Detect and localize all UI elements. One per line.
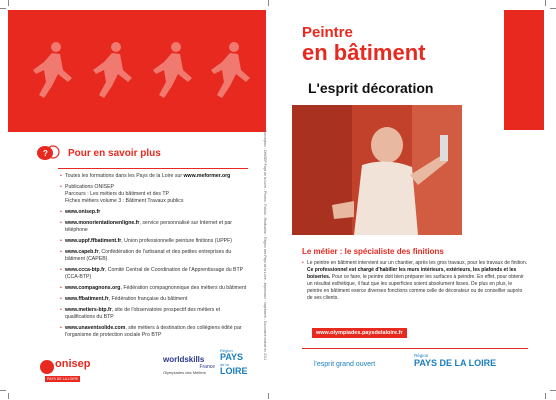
resource-item	[60, 184, 250, 205]
resource-description: , site métiers à destination des collégiens édité par l'organisme de protection sociale Pro BTP	[65, 325, 242, 338]
cover-title-line2: en bâtiment	[302, 40, 426, 65]
resource-item	[60, 173, 250, 180]
metier-text-3: Pour ce faire, le peintre doit bien préparer les surfaces à peindre. En effet, pour obtenir un résultat esthétique, il faut que les superficies soient absolument lisses. De plus en plus, le peintre en bâtiment exerce diverses fonctions comme celle de décorateur ou de conseiller auprès de ses clients.	[307, 274, 524, 301]
more-info-header	[36, 143, 161, 163]
resource-link[interactable]: www.meformer.org	[183, 173, 231, 179]
footer-slogan: l'esprit grand ouvert	[314, 361, 376, 368]
info-bubble-icon	[36, 144, 60, 162]
cover-subtitle: L'esprit décoration	[308, 80, 434, 96]
resource-item	[60, 285, 250, 292]
resource-item	[60, 209, 250, 216]
crop-mark	[268, 393, 269, 399]
crop-mark	[8, 0, 9, 6]
resource-item	[60, 296, 250, 303]
resource-link[interactable]: www.uppf.ffbatiment.fr	[65, 238, 122, 244]
crop-mark	[268, 0, 269, 6]
onisep-logo-icon	[40, 360, 54, 374]
more-info-title: Pour en savoir plus	[68, 147, 161, 159]
resource-item	[60, 267, 250, 281]
crop-mark	[550, 390, 556, 391]
resource-description: , Fédération compagnonnique des métiers du bâtiment	[120, 285, 247, 291]
back-cover-page	[8, 10, 266, 388]
resource-description: , Comité Central de Coordination de l'Apprentissage du BTP (CCA-BTP)	[65, 267, 244, 280]
onisep-wordmark: onisep	[55, 358, 91, 370]
front-cover-page	[274, 10, 544, 388]
resource-description: , Confédération de l'artisanat et des petites entreprises du bâtiment (CAPEB)	[65, 249, 232, 262]
resource-item	[60, 307, 250, 321]
red-side-bar	[504, 10, 544, 130]
runner-silhouette-icon	[208, 40, 252, 100]
olympiades-url-link[interactable]: www.olympiades.paysdelaloire.fr	[312, 328, 407, 338]
cover-footer	[302, 348, 528, 370]
footer-region-logo	[414, 353, 496, 368]
region-label: Région	[220, 348, 233, 353]
resource-item	[60, 249, 250, 263]
resource-item	[60, 220, 250, 234]
resource-subitem: Fiches métiers volume 3 : Bâtiment Travaux publics	[65, 198, 184, 204]
resource-link[interactable]: www.ffbatiment.fr	[65, 296, 109, 302]
divider	[58, 168, 248, 169]
runner-silhouette-icon	[90, 40, 134, 100]
region-logo	[220, 348, 266, 388]
crop-mark	[545, 393, 546, 399]
resource-description: , Fédération française du bâtiment	[108, 296, 188, 302]
metier-text-1: Le peintre en bâtiment intervient sur un chantier, après les gros travaux, pour les travaux de finition.	[307, 260, 528, 266]
resource-text: Toutes les formations dans les Pays de la Loire sur	[65, 173, 184, 179]
resource-text: Publications ONISEP	[65, 184, 115, 190]
resource-item	[60, 238, 250, 245]
vertical-credit-text: Conception : ONISEP Pays de la Loire - Photos : Fotolia - Réalisation : Région des Pays de la Loire - Impression : Imprimerie - Document réalisé en 2011	[263, 130, 267, 361]
crop-mark	[0, 390, 6, 391]
metier-text-2: Ce professionnel est chargé d'habiller les murs intérieurs, extérieurs, les plafonds et les boiseries.	[307, 267, 517, 280]
onisep-region-tag: PAYS DE LA LOIRE	[47, 377, 79, 381]
runner-silhouette-icon	[150, 40, 194, 100]
resource-link[interactable]: www.compagnons.org	[65, 285, 121, 291]
onisep-logo	[40, 358, 91, 384]
resource-description: , site de l'observatoire prospectif des métiers et qualifications du BTP	[65, 307, 221, 320]
worldskills-country: France	[199, 364, 215, 370]
worldskills-subtitle: Olympiades des Métiers	[163, 370, 206, 375]
resource-link[interactable]: www.unaventsolide.com	[65, 325, 126, 331]
metier-paragraph	[302, 260, 528, 302]
crop-mark	[550, 8, 556, 9]
worldskills-wordmark: worldskills	[163, 355, 205, 364]
vertical-credit	[262, 130, 268, 361]
resource-link[interactable]: www.capeb.fr	[65, 249, 99, 255]
crop-mark	[545, 0, 546, 6]
region-name-3: LOIRE	[220, 366, 248, 376]
runner-silhouette-icon	[30, 40, 74, 100]
resource-link[interactable]: www.metiers-btp.fr	[65, 307, 112, 313]
resources-list	[60, 173, 250, 343]
svg-text:?: ?	[43, 149, 48, 158]
footer-region-name: PAYS DE LA LOIRE	[414, 358, 497, 368]
resource-item	[60, 325, 250, 339]
resource-description: , service personnalisé sur Internet et par téléphone	[65, 220, 233, 233]
crop-mark	[8, 393, 9, 399]
resource-description: , Union professionnelle peinture finitions (UPPF)	[121, 238, 233, 244]
painter-photo	[292, 105, 462, 235]
footer-region-label: Région	[414, 353, 429, 358]
cover-title-line1: Peintre	[302, 24, 353, 41]
resource-subitem: Parcours : Les métiers du bâtiment et des TP	[65, 191, 169, 197]
resource-link[interactable]: www.onisep.fr	[65, 209, 101, 215]
red-banner	[8, 10, 266, 132]
crop-mark	[0, 8, 6, 9]
worldskills-logo	[163, 356, 215, 386]
metier-title: Le métier : le spécialiste des finitions	[302, 247, 444, 256]
region-name-1: PAYS	[220, 352, 244, 362]
resource-link[interactable]: www.monorientationenligne.fr	[65, 220, 140, 226]
metier-description	[302, 260, 528, 302]
region-name-2: de la	[220, 362, 229, 367]
resource-link[interactable]: www.ccca-btp.fr	[65, 267, 105, 273]
